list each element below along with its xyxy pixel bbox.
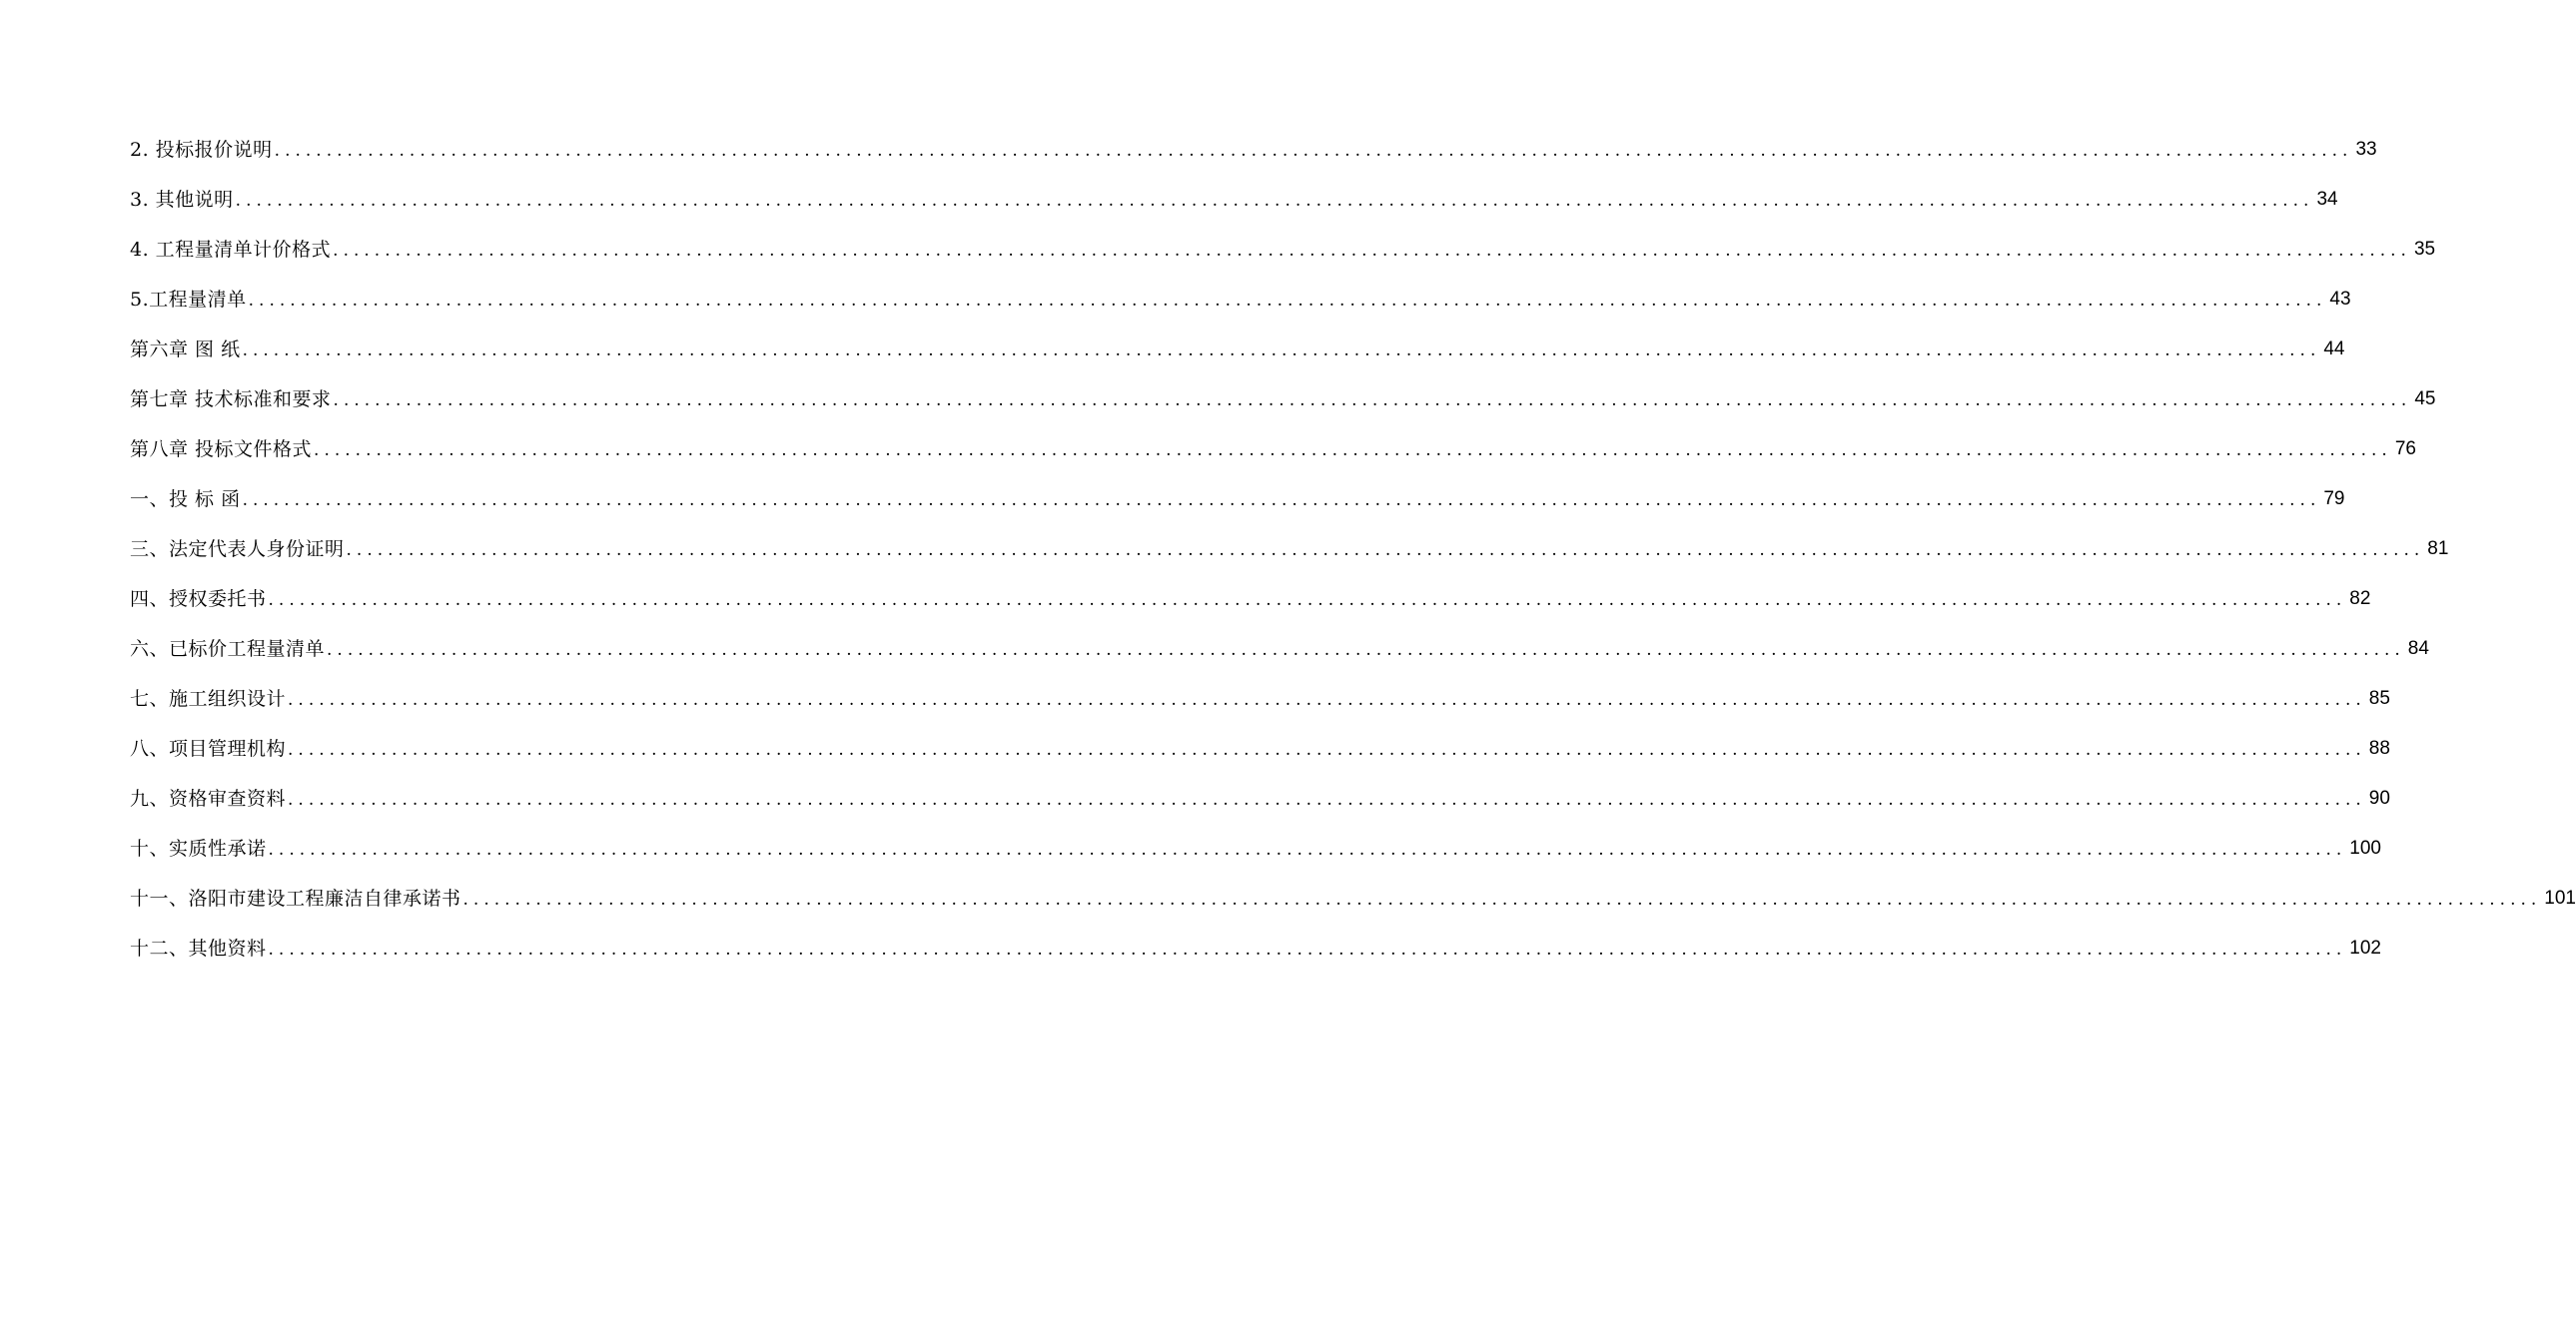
toc-entry-title: 2. 投标报价说明 xyxy=(130,139,273,161)
toc-page-number: 88 xyxy=(2368,738,2390,759)
toc-dot-leader: ........................................................................................................................................................................................................ xyxy=(288,740,2366,760)
toc-page-number: 81 xyxy=(2427,538,2449,559)
toc-page-number: 84 xyxy=(2407,638,2429,659)
toc-dot-leader: ........................................................................................................................................................................................................ xyxy=(268,940,2347,960)
toc-dot-leader: ........................................................................................................................................................................................................ xyxy=(268,840,2347,860)
toc-entry-title: 六、已标价工程量清单 xyxy=(130,638,326,660)
toc-page-number: 34 xyxy=(2316,189,2338,210)
toc-entry[interactable] xyxy=(130,819,2381,869)
toc-page-number: 43 xyxy=(2329,289,2351,310)
toc-page-number: 82 xyxy=(2349,588,2371,609)
toc-entry[interactable] xyxy=(130,270,2351,320)
toc-dot-leader: ........................................................................................................................................................................................................ xyxy=(462,890,2542,910)
toc-page-number: 33 xyxy=(2355,139,2377,160)
toc-entry-title: 四、授权委托书 xyxy=(130,588,267,610)
toc-page-number: 101 xyxy=(2544,888,2576,909)
toc-dot-leader: ........................................................................................................................................................................................................ xyxy=(288,690,2366,710)
toc-entry[interactable] xyxy=(130,669,2390,719)
toc-dot-leader: ........................................................................................................................................................................................................ xyxy=(333,390,2412,410)
toc-page-number: 76 xyxy=(2394,438,2416,459)
toc-dot-leader: ........................................................................................................................................................................................................ xyxy=(248,291,2327,311)
toc-entry[interactable] xyxy=(130,320,2345,369)
table-of-contents xyxy=(130,120,2576,969)
toc-page-number: 90 xyxy=(2368,788,2390,809)
toc-entry-title: 十一、洛阳市建设工程廉洁自律承诺书 xyxy=(130,888,461,910)
toc-entry-title: 5.工程量清单 xyxy=(130,289,247,311)
toc-page-number: 100 xyxy=(2349,838,2381,859)
toc-entry[interactable] xyxy=(130,170,2338,220)
toc-page-number: 79 xyxy=(2323,488,2345,509)
toc-entry-title: 七、施工组织设计 xyxy=(130,688,287,710)
toc-dot-leader: ........................................................................................................................................................................................................ xyxy=(327,640,2405,660)
toc-page-number: 85 xyxy=(2368,688,2390,709)
toc-entry-title: 十、实质性承诺 xyxy=(130,838,267,860)
toc-dot-leader: ........................................................................................................................................................................................................ xyxy=(274,141,2353,161)
toc-entry[interactable] xyxy=(130,769,2390,819)
toc-entry-title: 4. 工程量清单计价格式 xyxy=(130,239,332,261)
toc-dot-leader: ........................................................................................................................................................................................................ xyxy=(288,790,2366,810)
toc-entry-title: 第八章 投标文件格式 xyxy=(130,438,313,460)
toc-entry-title: 第六章 图 纸 xyxy=(130,338,241,360)
toc-page-number: 45 xyxy=(2414,388,2436,409)
toc-entry[interactable] xyxy=(130,120,2377,170)
toc-entry-title: 3. 其他说明 xyxy=(130,189,234,211)
toc-page-number: 35 xyxy=(2413,239,2436,260)
toc-entry-title: 第七章 技术标准和要求 xyxy=(130,388,332,410)
toc-entry-title: 三、法定代表人身份证明 xyxy=(130,538,345,560)
toc-entry[interactable] xyxy=(130,519,2449,569)
toc-entry[interactable] xyxy=(130,469,2345,519)
toc-entry[interactable] xyxy=(130,369,2436,419)
toc-dot-leader: ........................................................................................................................................................................................................ xyxy=(314,440,2392,460)
toc-dot-leader: ........................................................................................................................................................................................................ xyxy=(235,191,2314,211)
toc-entry[interactable] xyxy=(130,619,2429,669)
toc-dot-leader: ........................................................................................................................................................................................................ xyxy=(333,241,2411,261)
toc-page-number: 44 xyxy=(2323,338,2345,359)
toc-entry-title: 十二、其他资料 xyxy=(130,938,267,960)
toc-entry[interactable] xyxy=(130,719,2390,769)
toc-dot-leader: ........................................................................................................................................................................................................ xyxy=(268,590,2347,610)
toc-entry[interactable] xyxy=(130,220,2436,270)
toc-entry[interactable] xyxy=(130,419,2416,469)
toc-dot-leader: ........................................................................................................................................................................................................ xyxy=(242,340,2321,360)
toc-entry[interactable] xyxy=(130,919,2381,969)
toc-entry[interactable] xyxy=(130,569,2371,619)
toc-entry-title: 九、资格审查资料 xyxy=(130,788,287,810)
toc-dot-leader: ........................................................................................................................................................................................................ xyxy=(346,540,2425,560)
toc-entry[interactable] xyxy=(130,869,2576,919)
toc-page-number: 102 xyxy=(2349,938,2381,959)
toc-entry-title: 八、项目管理机构 xyxy=(130,738,287,760)
toc-dot-leader: ........................................................................................................................................................................................................ xyxy=(242,490,2321,510)
toc-entry-title: 一、投 标 函 xyxy=(130,488,241,510)
